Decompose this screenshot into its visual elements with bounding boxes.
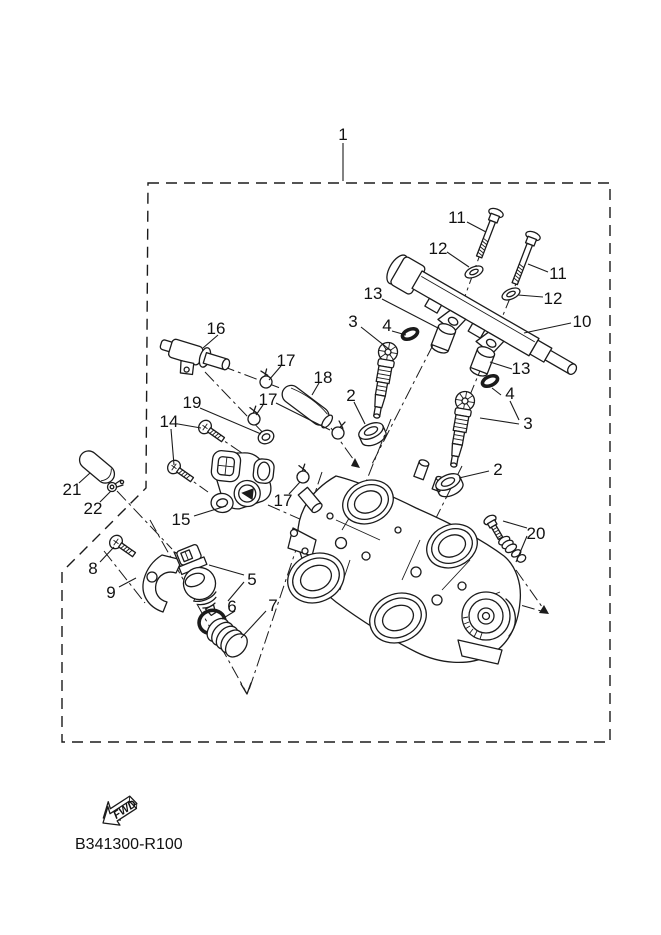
callout-3: 3 [348, 311, 358, 331]
rail-washer [500, 286, 521, 303]
callout-16: 16 [206, 318, 226, 338]
callout-2: 2 [493, 459, 503, 479]
idle-air-valve [170, 542, 227, 621]
callout-leader-11 [528, 264, 548, 272]
valve-spring [203, 614, 252, 661]
bracket-screw [107, 533, 138, 561]
hose-clamp [294, 464, 310, 484]
assembly-boundary [62, 183, 610, 742]
callout-6: 6 [227, 596, 237, 616]
callout-9: 9 [106, 582, 116, 602]
callout-leader-4 [492, 388, 501, 395]
callout-leader-3 [480, 418, 519, 424]
callout-15: 15 [171, 509, 191, 529]
fuel-hose [279, 382, 336, 431]
callout-leader-2 [459, 471, 489, 478]
callout-11: 11 [448, 207, 466, 227]
fwd-label: FWD [111, 798, 139, 822]
injector-cushion [356, 419, 388, 449]
callout-leader-14 [171, 429, 174, 465]
callout-17: 17 [276, 350, 296, 370]
callout-12: 12 [543, 288, 563, 308]
callout-leader-8 [100, 547, 114, 562]
callout-8: 8 [88, 558, 98, 578]
callout-leader-12 [447, 252, 469, 267]
rail-bolt [472, 207, 504, 260]
drawing-number: B341300-R100 [75, 836, 183, 853]
callout-5: 5 [247, 569, 257, 589]
rail-bolt [508, 230, 542, 287]
callout-19: 19 [182, 392, 202, 412]
callout-14: 14 [159, 411, 179, 431]
callout-22: 22 [83, 498, 103, 518]
callout-leader-11 [467, 222, 486, 232]
callout-leader-10 [524, 323, 571, 333]
callout-leader-2 [354, 402, 365, 424]
callout-leader-13 [490, 362, 512, 369]
callout-leader-20 [503, 521, 527, 528]
fwd-arrow [95, 789, 142, 832]
grommet [256, 428, 276, 446]
callout-1: 1 [338, 124, 348, 144]
fuel-injector [367, 341, 399, 420]
callout-4: 4 [382, 315, 392, 335]
callout-10: 10 [572, 311, 592, 331]
callout-leader-7 [241, 611, 266, 638]
callout-13: 13 [363, 283, 383, 303]
fuel-hose-joint [155, 334, 233, 386]
callout-leader-9 [119, 578, 136, 587]
callout-2: 2 [346, 385, 356, 405]
callout-7: 7 [268, 595, 278, 615]
sensor-screw [165, 458, 196, 486]
callout-18: 18 [313, 367, 333, 387]
fuel-injector [444, 390, 476, 469]
hose-clamp [256, 369, 273, 390]
injector-cushion [433, 470, 465, 500]
callout-17: 17 [258, 389, 278, 409]
hose-clamp [331, 420, 346, 440]
spacer-collar [469, 345, 496, 379]
callout-leader-14 [178, 424, 201, 428]
spacer-collar [430, 322, 457, 356]
sensor-screw [196, 418, 227, 446]
callout-3: 3 [523, 413, 533, 433]
callout-20: 20 [526, 523, 546, 543]
rail-washer [463, 264, 484, 281]
callout-17: 17 [273, 490, 293, 510]
blind-cap [76, 447, 118, 487]
callout-21: 21 [62, 479, 82, 499]
callout-leader-12 [518, 295, 543, 297]
callout-leader-5 [209, 565, 244, 575]
throttle-position-sensor [207, 449, 275, 517]
callout-13: 13 [511, 358, 531, 378]
callout-12: 12 [428, 238, 448, 258]
callout-4: 4 [505, 383, 515, 403]
callout-leader-3 [510, 401, 519, 420]
callout-11: 11 [549, 263, 567, 283]
